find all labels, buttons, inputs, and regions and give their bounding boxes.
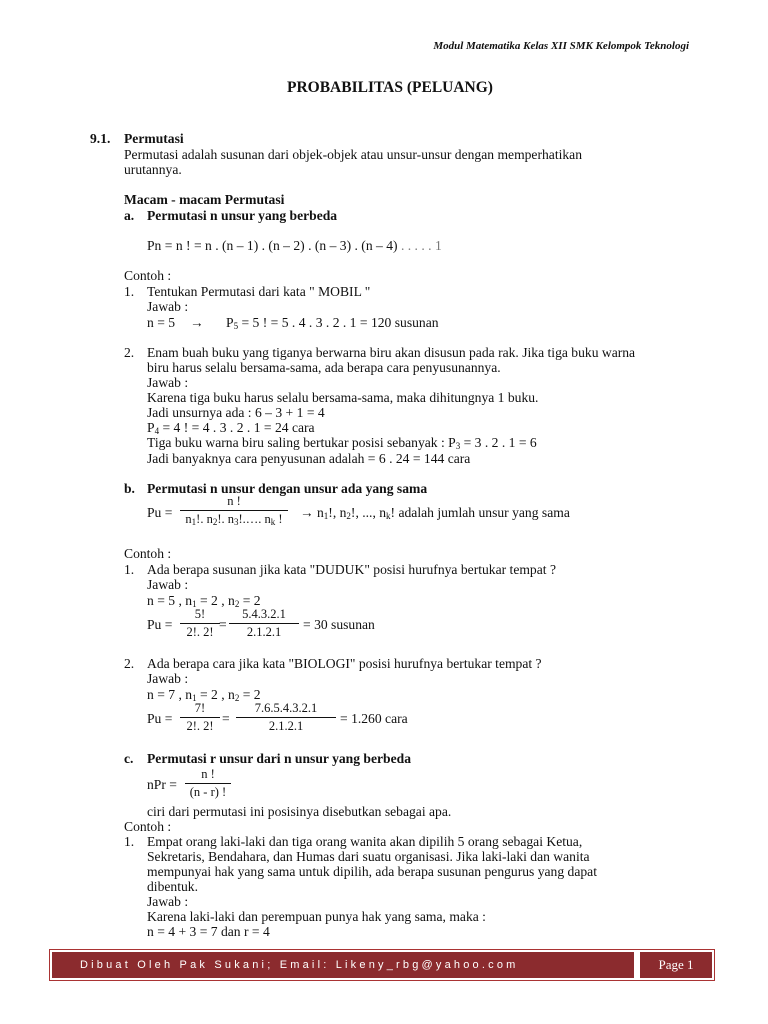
example-number: 1. xyxy=(124,284,135,299)
example-number: 2. xyxy=(124,656,135,671)
example-number: 1. xyxy=(124,562,135,577)
answer-line-3: $P_4 = 4$ ! = 4 . 3 . 2 . 1 = 24 cara xyxy=(147,420,315,436)
example-question: Ada berapa susunan jika kata "DUDUK" posisi hurufnya bertukar tempat ? xyxy=(147,562,556,577)
given-n: n = 5 xyxy=(147,315,176,330)
example-question-line-3: mempunyai hak yang sama untuk dipilih, ada berapa susunan pengurus yang dapat xyxy=(147,864,597,879)
footer-author-email: Dibuat Oleh Pak Sukani; Email: Likeny_rbg@yahoo.com xyxy=(52,952,634,978)
formula-c-lhs: nPr = xyxy=(147,777,177,792)
answer-line-1: Karena tiga buku harus selalu bersama-sama, maka dihitungnya 1 buku. xyxy=(147,390,539,405)
jawab-label: Jawab : xyxy=(147,671,189,686)
formula-c-fraction: n ! (n - r) ! xyxy=(185,767,231,800)
equals-sign: = xyxy=(222,711,230,726)
example-question-line-2: biru harus selalu bersama-sama, ada berapa cara penyusunannya. xyxy=(147,360,501,375)
formula-a: Pn = n ! = n . (n – 1) . (n – 2) . (n – 3) . (n – 4) . . . . . 1 xyxy=(147,238,442,253)
subsection-heading: Macam - macam Permutasi xyxy=(124,192,285,207)
example-number: 2. xyxy=(124,345,135,360)
formula-lhs: Pu = xyxy=(147,711,173,726)
formula-lhs: Pu = xyxy=(147,617,173,632)
arrow-icon: → xyxy=(300,505,314,520)
jawab-label: Jawab : xyxy=(147,577,189,592)
formula-b-lhs: Pu = xyxy=(147,505,173,520)
answer-line-5: Jadi banyaknya cara penyusunan adalah = 6 . 24 = 144 cara xyxy=(147,451,471,466)
example-question-line-1: Enam buah buku yang tiganya berwarna biru akan disusun pada rak. Jika tiga buku warna xyxy=(147,345,636,360)
answer-line-4: Tiga buku warna biru saling bertukar posisi sebanyak : $P_3 = 3$ . 2 . 1 = 6 xyxy=(147,435,537,451)
definition-line-1: Permutasi adalah susunan dari objek-objek atau unsur-unsur dengan memperhatikan xyxy=(124,147,583,162)
given-values: n = 5 , $n_1 = 2$ , $n_2 = 2$ xyxy=(147,593,261,609)
formula-b-fraction: n ! $n_1$!. $n_2$!. $n_3!.\dots$. $n_k$ ! xyxy=(180,494,288,527)
page-footer xyxy=(49,949,715,981)
section-number: 9.1. xyxy=(90,131,111,146)
section-heading: Permutasi xyxy=(124,131,184,146)
definition-line-2: urutannya. xyxy=(124,162,182,177)
item-b-label: b. xyxy=(124,481,135,496)
answer-line-2: n = 4 + 3 = 7 dan r = 4 xyxy=(147,924,270,939)
item-c-heading: Permutasi r unsur dari n unsur yang berbeda xyxy=(147,751,411,766)
jawab-label: Jawab : xyxy=(147,894,189,909)
example-question-line-1: Empat orang laki-laki dan tiga orang wanita akan dipilih 5 orang sebagai Ketua, xyxy=(147,834,583,849)
fraction-factorial: 5! 2!. 2! xyxy=(180,607,220,640)
example-question-line-2: Sekretaris, Bendahara, dan Humas dari suatu organisasi. Jika laki-laki dan wanita xyxy=(147,849,590,864)
example-result: $P_5 = 5$ ! = 5 . 4 . 3 . 2 . 1 = 120 susunan xyxy=(226,315,439,331)
page-title: PROBABILITAS (PELUANG) xyxy=(287,79,493,96)
jawab-label: Jawab : xyxy=(147,299,189,314)
item-b-heading: Permutasi n unsur dengan unsur ada yang sama xyxy=(147,481,428,496)
jawab-label: Jawab : xyxy=(147,375,189,390)
fraction-expanded: 7.6.5.4.3.2.1 2.1.2.1 xyxy=(236,701,336,734)
example-question: Tentukan Permutasi dari kata " MOBIL " xyxy=(147,284,371,299)
contoh-label: Contoh : xyxy=(124,819,172,834)
page-number: Page 1 xyxy=(640,952,712,978)
example-result: = 30 susunan xyxy=(303,617,375,632)
running-header: Modul Matematika Kelas XII SMK Kelompok Teknologi xyxy=(433,40,689,52)
formula-c-note: ciri dari permutasi ini posisinya disebutkan sebagai apa. xyxy=(147,804,452,819)
answer-line-1: Karena laki-laki dan perempuan punya hak yang sama, maka : xyxy=(147,909,486,924)
arrow-icon: → xyxy=(190,315,204,330)
example-question: Ada berapa cara jika kata "BIOLOGI" posisi hurufnya bertukar tempat ? xyxy=(147,656,542,671)
example-result: = 1.260 cara xyxy=(340,711,408,726)
item-a-heading: Permutasi n unsur yang berbeda xyxy=(147,208,338,223)
contoh-label: Contoh : xyxy=(124,268,172,283)
given-values: n = 7 , $n_1 = 2$ , $n_2 = 2$ xyxy=(147,687,261,703)
item-a-label: a. xyxy=(124,208,135,223)
item-c-label: c. xyxy=(124,751,134,766)
fraction-expanded: 5.4.3.2.1 2.1.2.1 xyxy=(229,607,299,640)
fraction-factorial: 7! 2!. 2! xyxy=(180,701,220,734)
contoh-label: Contoh : xyxy=(124,546,172,561)
example-question-line-4: dibentuk. xyxy=(147,879,198,894)
answer-line-2: Jadi unsurnya ada : 6 – 3 + 1 = 4 xyxy=(147,405,325,420)
example-number: 1. xyxy=(124,834,135,849)
formula-b-note: → $n_1$!, $n_2$!, ..., $n_k$! adalah jumlah unsur yang sama xyxy=(300,505,570,521)
equals-sign: = xyxy=(219,617,227,632)
